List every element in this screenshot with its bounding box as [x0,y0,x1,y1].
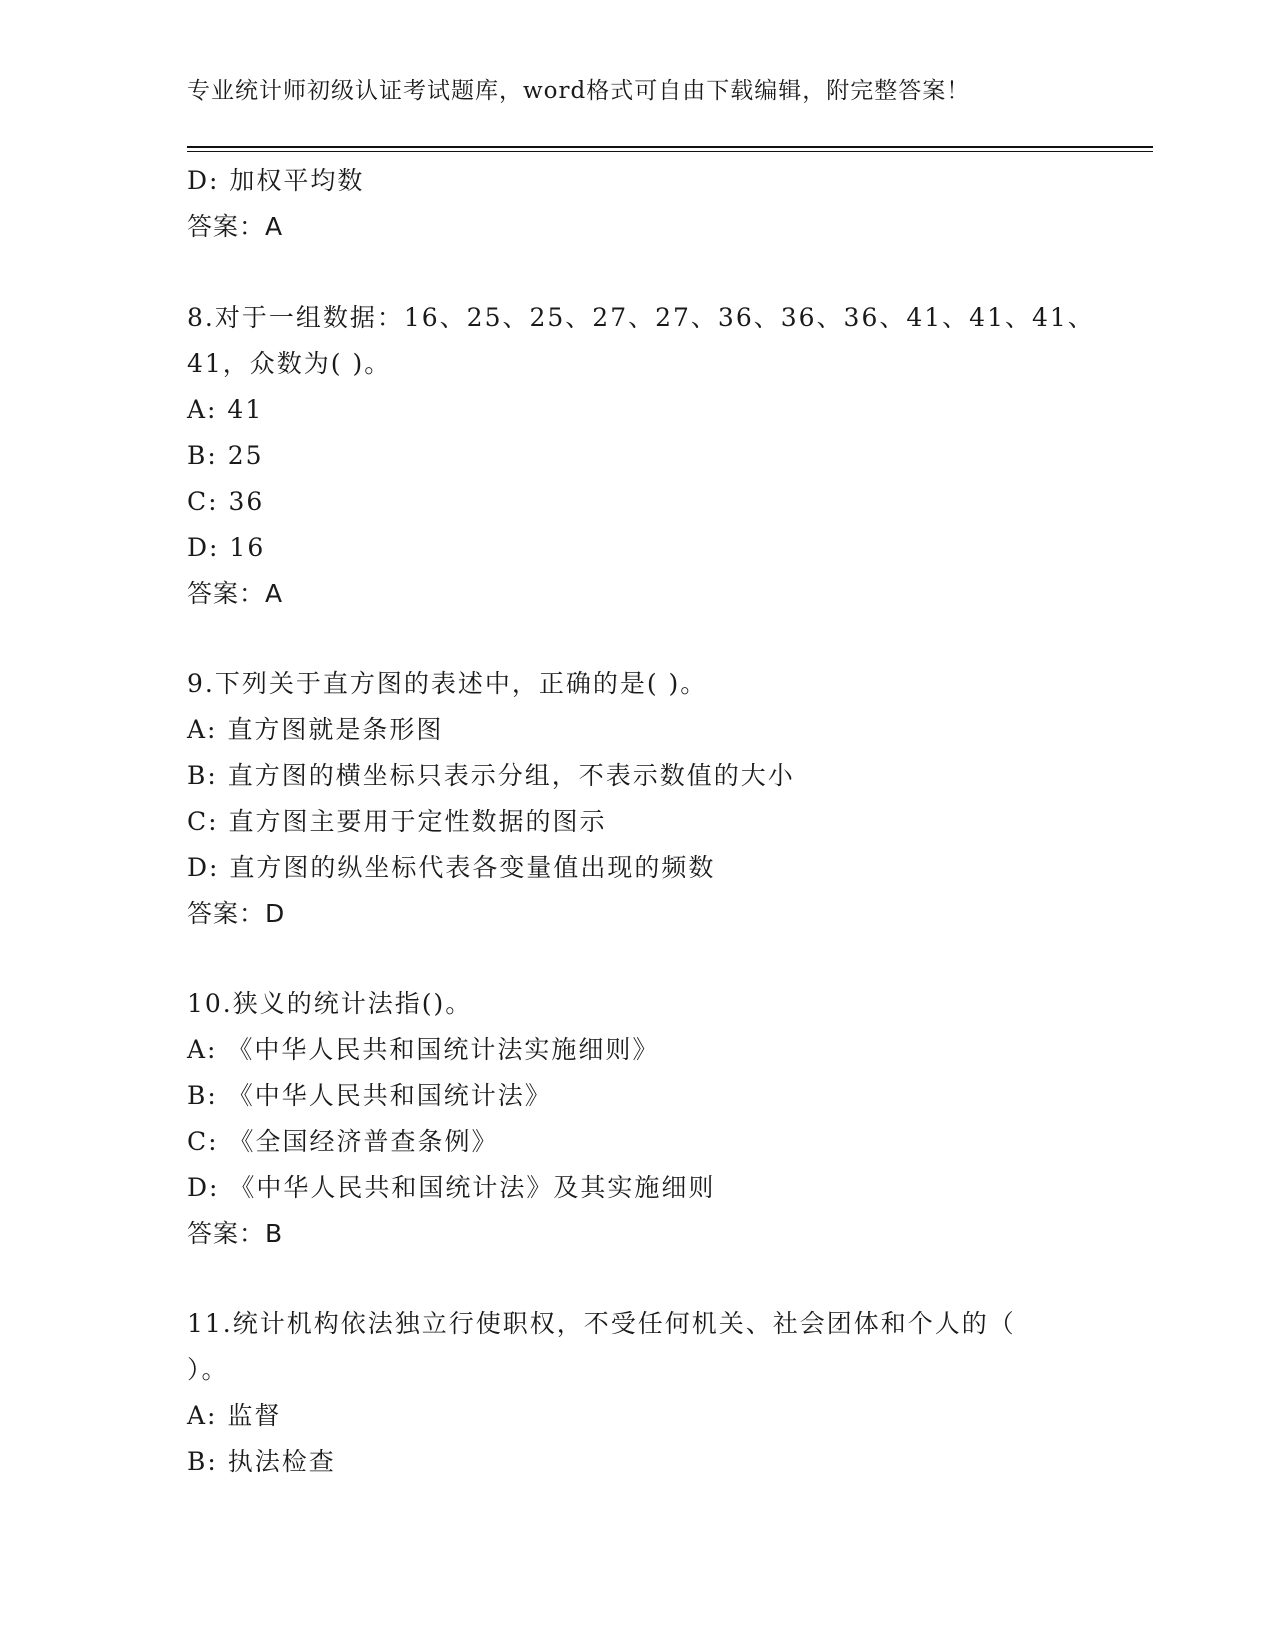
question-10 [187,981,1087,1257]
question-9-stem: 9.下列关于直方图的表述中，正确的是( )。 [187,669,708,698]
question-8-option-a: A: 41 [187,395,264,424]
question-8-stem-line-1: 8.对于一组数据：16、25、25、27、27、36、36、36、41、41、41、 [187,303,1095,332]
question-11 [187,1301,1087,1485]
question-8-option-d: D: 16 [187,533,266,562]
question-8-answer: 答案：A [187,579,284,608]
question-8 [187,295,1095,617]
question-10-stem: 10.狭义的统计法指()。 [187,989,473,1018]
question-10-option-d: D: 《中华人民共和国统计法》及其实施细则 [187,1173,716,1202]
question-8-option-c: C: 36 [187,487,265,516]
document-body [187,158,1095,1485]
page-header-title: 专业统计师初级认证考试题库，word格式可自由下载编辑，附完整答案！ [187,78,971,104]
question-11-stem-line-1: 11.统计机构依法独立行使职权，不受任何机关、社会团体和个人的（ [187,1309,1016,1338]
question-9 [187,661,1087,937]
question-9-option-d: D: 直方图的纵坐标代表各变量值出现的频数 [187,853,716,882]
prev-question-answer: 答案：A [187,212,284,241]
question-11-option-b: B: 执法检查 [187,1447,336,1476]
question-9-option-b: B: 直方图的横坐标只表示分组，不表示数值的大小 [187,761,795,790]
question-10-option-b: B: 《中华人民共和国统计法》 [187,1081,552,1110]
header-divider [187,146,1153,152]
question-9-option-c: C: 直方图主要用于定性数据的图示 [187,807,607,836]
question-10-option-c: C: 《全国经济普查条例》 [187,1127,499,1156]
question-11-option-a: A: 监督 [187,1401,282,1430]
question-10-answer: 答案：B [187,1219,284,1248]
prev-question-option-d: D: 加权平均数 [187,166,365,195]
question-9-answer: 答案：D [187,899,286,928]
question-9-option-a: A: 直方图就是条形图 [187,715,444,744]
question-10-option-a: A: 《中华人民共和国统计法实施细则》 [187,1035,660,1064]
question-8-option-b: B: 25 [187,441,264,470]
question-11-stem-line-2: ）。 [187,1355,229,1384]
question-8-stem-line-2: 41，众数为( )。 [187,349,392,378]
